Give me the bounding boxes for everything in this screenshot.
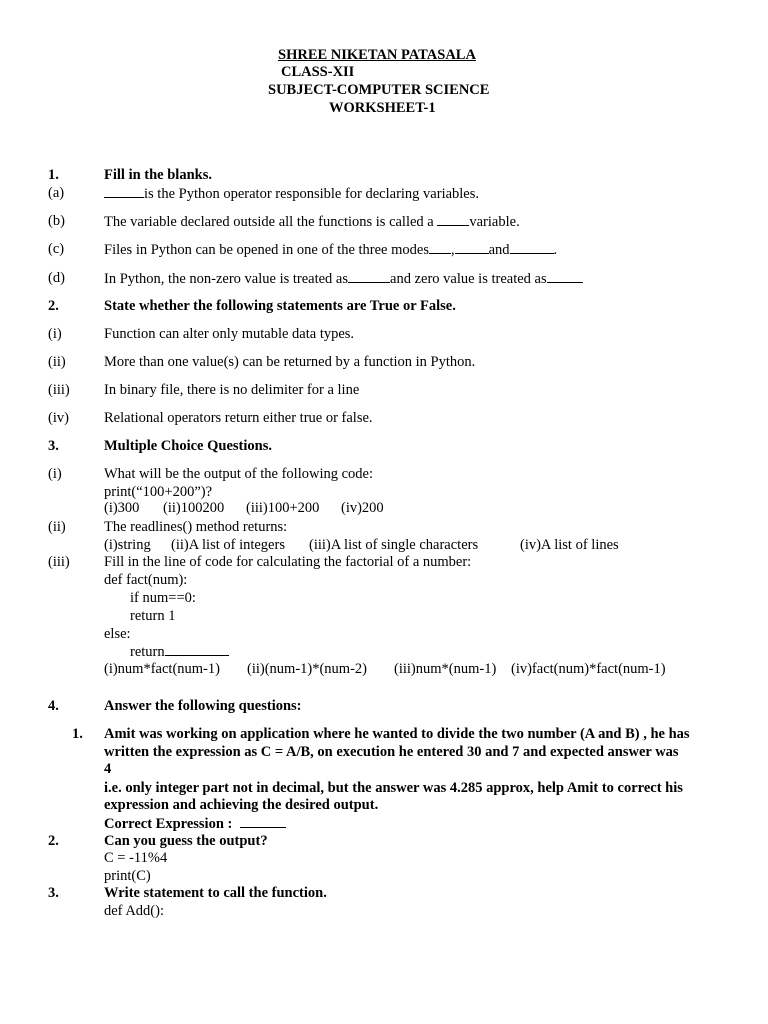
worksheet-title: WORKSHEET-1 (329, 100, 436, 116)
code-line: return 1 (130, 608, 176, 624)
q3-title: Multiple Choice Questions. (104, 438, 272, 454)
q1-title: Fill in the blanks. (104, 167, 212, 183)
q4-s1-line: i.e. only integer part not in decimal, but the answer was 4.285 approx, help Amit to correct his (104, 780, 683, 796)
answer-blank (165, 643, 229, 656)
q2-item-text: More than one value(s) can be returned by a function in Python. (104, 354, 476, 370)
q2-item-text: In binary file, there is no delimiter for a line (104, 382, 360, 398)
q2-item-text: Relational operators return either true or false. (104, 410, 373, 426)
answer-blank (547, 270, 583, 283)
school-name: SHREE NIKETAN PATASALA (278, 47, 476, 63)
q4-s3-line: Write statement to call the function. (104, 885, 327, 901)
q4-s3-line: def Add(): (104, 903, 164, 919)
q3iii-question: Fill in the line of code for calculating the factorial of a number: (104, 554, 472, 570)
q3iii-option: (iii)num*(num-1) (394, 661, 497, 677)
q4-s1-line: Amit was working on application where he wanted to divide the two number (A and B) , he has (104, 726, 690, 742)
q2-title: State whether the following statements are True or False. (104, 298, 456, 314)
answer-blank (104, 185, 144, 198)
class-title: CLASS-XII (281, 64, 355, 80)
q4-s2-line: Can you guess the output? (104, 833, 268, 849)
code-line: if num==0: (130, 590, 196, 606)
q4-title: Answer the following questions: (104, 698, 302, 714)
q3ii-question: The readlines() method returns: (104, 519, 288, 535)
q3iii-option: (ii)(num-1)*(num-2) (247, 661, 367, 677)
q1c-text: Files in Python can be opened in one of the three modes , and . (104, 242, 558, 258)
q1b-label: (b) (48, 213, 65, 229)
q3ii-option: (iv)A list of lines (520, 537, 619, 553)
q3i-code: print(“100+200”)? (104, 484, 213, 500)
q2-number: 2. (48, 298, 59, 314)
q2-item-label: (iii) (48, 382, 70, 398)
q1-number: 1. (48, 167, 59, 183)
q3ii-option: (ii)A list of integers (171, 537, 285, 553)
q4-s1-line: written the expression as C = A/B, on execution he entered 30 and 7 and expected answer was (104, 744, 679, 760)
code-line: else: (104, 626, 131, 642)
q4-s2-line: C = -11%4 (104, 850, 168, 866)
q4-s1-line: 4 (104, 761, 112, 777)
answer-blank (437, 213, 469, 226)
answer-blank (429, 241, 451, 254)
q3-number: 3. (48, 438, 59, 454)
q1d-label: (d) (48, 270, 65, 286)
answer-blank (240, 815, 286, 828)
code-line: return (130, 643, 229, 661)
q2-item-label: (i) (48, 326, 62, 342)
q3ii-option: (i)string (104, 537, 151, 553)
q2-item-label: (iv) (48, 410, 69, 426)
q2-item-label: (ii) (48, 354, 66, 370)
q4-s1-line: Correct Expression : (104, 815, 286, 833)
q3i-question: What will be the output of the following code: (104, 466, 373, 482)
q3i-option: (iii)100+200 (246, 500, 320, 516)
code-line: def fact(num): (104, 572, 188, 588)
q4-s1-line: expression and achieving the desired output. (104, 797, 379, 813)
q4-sub-number: 3. (48, 885, 59, 901)
q1d-text: In Python, the non-zero value is treated as and zero value is treated as (104, 270, 583, 288)
q4-sub-number: 2. (48, 833, 59, 849)
q3ii-option: (iii)A list of single characters (309, 537, 479, 553)
q3i-option: (ii)100200 (163, 500, 225, 516)
answer-blank (510, 241, 554, 254)
q3i-option: (iv)200 (341, 500, 384, 516)
q4-sub-number: 1. (72, 726, 83, 742)
q2-item-text: Function can alter only mutable data types. (104, 326, 355, 342)
q1c-label: (c) (48, 241, 65, 257)
q3iii-option: (iv)fact(num)*fact(num-1) (511, 661, 666, 677)
q1a-text: is the Python operator responsible for declaring variables. (104, 185, 479, 203)
q3ii-label: (ii) (48, 519, 66, 535)
q3iii-label: (iii) (48, 554, 70, 570)
q1a-label: (a) (48, 185, 65, 201)
q1b-text: The variable declared outside all the functions is called a variable. (104, 214, 520, 230)
subject-title: SUBJECT-COMPUTER SCIENCE (268, 82, 490, 98)
q4-s2-line: print(C) (104, 868, 151, 884)
q3i-label: (i) (48, 466, 62, 482)
q3iii-option: (i)num*fact(num-1) (104, 661, 220, 677)
answer-blank (348, 270, 390, 283)
q3i-option: (i)300 (104, 500, 140, 516)
q4-number: 4. (48, 698, 59, 714)
answer-blank (455, 241, 489, 254)
